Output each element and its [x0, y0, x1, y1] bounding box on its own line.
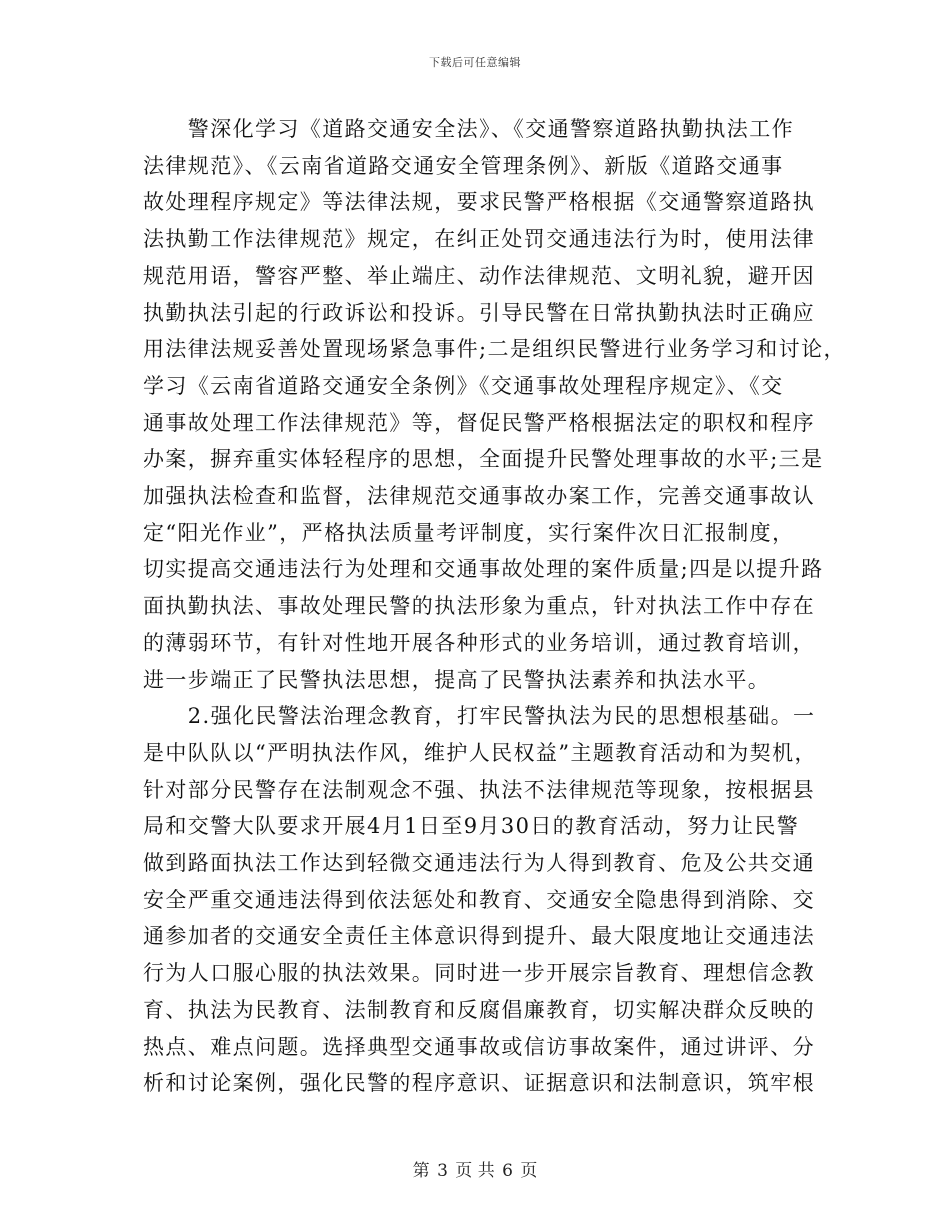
text-line: 通事故处理工作法律规范》等，督促民警严格根据法定的职权和程序	[143, 410, 815, 435]
text-line: 的薄弱环节，有针对性地开展各种形式的业务培训，通过教育培训，	[143, 630, 815, 655]
text-line: 针对部分民警存在法制观念不强、执法不法律规范等现象，按根据县	[143, 777, 815, 802]
text-line: 做到路面执法工作达到轻微交通违法行为人得到教育、危及公共交通	[143, 851, 815, 876]
text-line: 警深化学习《道路交通安全法》、《交通警察道路执勤执法工作	[143, 117, 794, 141]
text-line: 故处理程序规定》等法律法规，要求民警严格根据《交通警察道路执	[143, 190, 815, 215]
text-line: 法律规范》、《云南省道路交通安全管理条例》、新版《道路交通事	[143, 153, 784, 178]
text-line: 局和交警大队要求开展4月1日至9月30日的教育活动，努力让民警	[143, 814, 800, 839]
text-line: 规范用语，警容严整、举止端庄、动作法律规范、文明礼貌，避开因	[143, 263, 815, 288]
text-line: 进一步端正了民警执法思想，提高了民警执法素养和执法水平。	[143, 667, 771, 692]
text-line: 法执勤工作法律规范》规定，在纠正处罚交通违法行为时，使用法律	[143, 227, 815, 252]
text-line: 学习《云南省道路交通安全条例》《交通事故处理程序规定》、《交	[143, 373, 784, 398]
page-header: 下载后可任意编辑	[429, 56, 521, 69]
text-line: 执勤执法引起的行政诉讼和投诉。引导民警在日常执勤执法时正确应	[143, 300, 815, 325]
paragraph	[143, 698, 815, 1102]
text-line: 育、执法为民教育、法制教育和反腐倡廉教育，切实解决群众反映的	[143, 997, 815, 1022]
text-line: 安全严重交通违法得到依法惩处和教育、交通安全隐患得到消除、交	[143, 887, 815, 912]
text-line: 行为人口服心服的执法效果。同时进一步开展宗旨教育、理想信念教	[143, 961, 815, 986]
total-page-count: 6	[502, 1161, 513, 1181]
text-line: 是中队队以“严明执法作风，维护人民权益”主题教育活动和为契机，	[143, 740, 817, 765]
text-line: 通参加者的交通安全责任主体意识得到提升、最大限度地让交通违法	[143, 924, 815, 949]
document-body	[143, 111, 846, 1102]
text-line: 定“阳光作业”，严格执法质量考评制度，实行案件次日汇报制度，	[143, 520, 795, 545]
text-line: 热点、难点问题。选择典型交通事故或信访事故案件，通过讲评、分	[143, 1034, 815, 1059]
footer-middle: 页 共	[455, 1161, 495, 1181]
footer-prefix: 第	[412, 1161, 430, 1181]
text-line: 用法律法规妥善处置现场紧急事件;二是组织民警进行业务学习和讨论，	[143, 337, 846, 362]
current-page-number: 3	[437, 1161, 448, 1181]
footer-suffix: 页	[520, 1161, 538, 1181]
text-line: 切实提高交通违法行为处理和交通事故处理的案件质量;四是以提升路	[143, 557, 824, 582]
text-line: 2.强化民警法治理念教育，打牢民警执法为民的思想根基础。一	[143, 704, 816, 729]
text-line: 加强执法检查和监督，法律规范交通事故办案工作，完善交通事故认	[143, 484, 815, 509]
text-line: 析和讨论案例，强化民警的程序意识、证据意识和法制意识，筑牢根	[143, 1071, 815, 1096]
paragraph	[143, 111, 846, 698]
text-line: 面执勤执法、事故处理民警的执法形象为重点，针对执法工作中存在	[143, 594, 815, 619]
page-footer	[0, 1156, 950, 1181]
text-line: 办案，摒弃重实体轻程序的思想，全面提升民警处理事故的水平;三是	[143, 447, 824, 472]
